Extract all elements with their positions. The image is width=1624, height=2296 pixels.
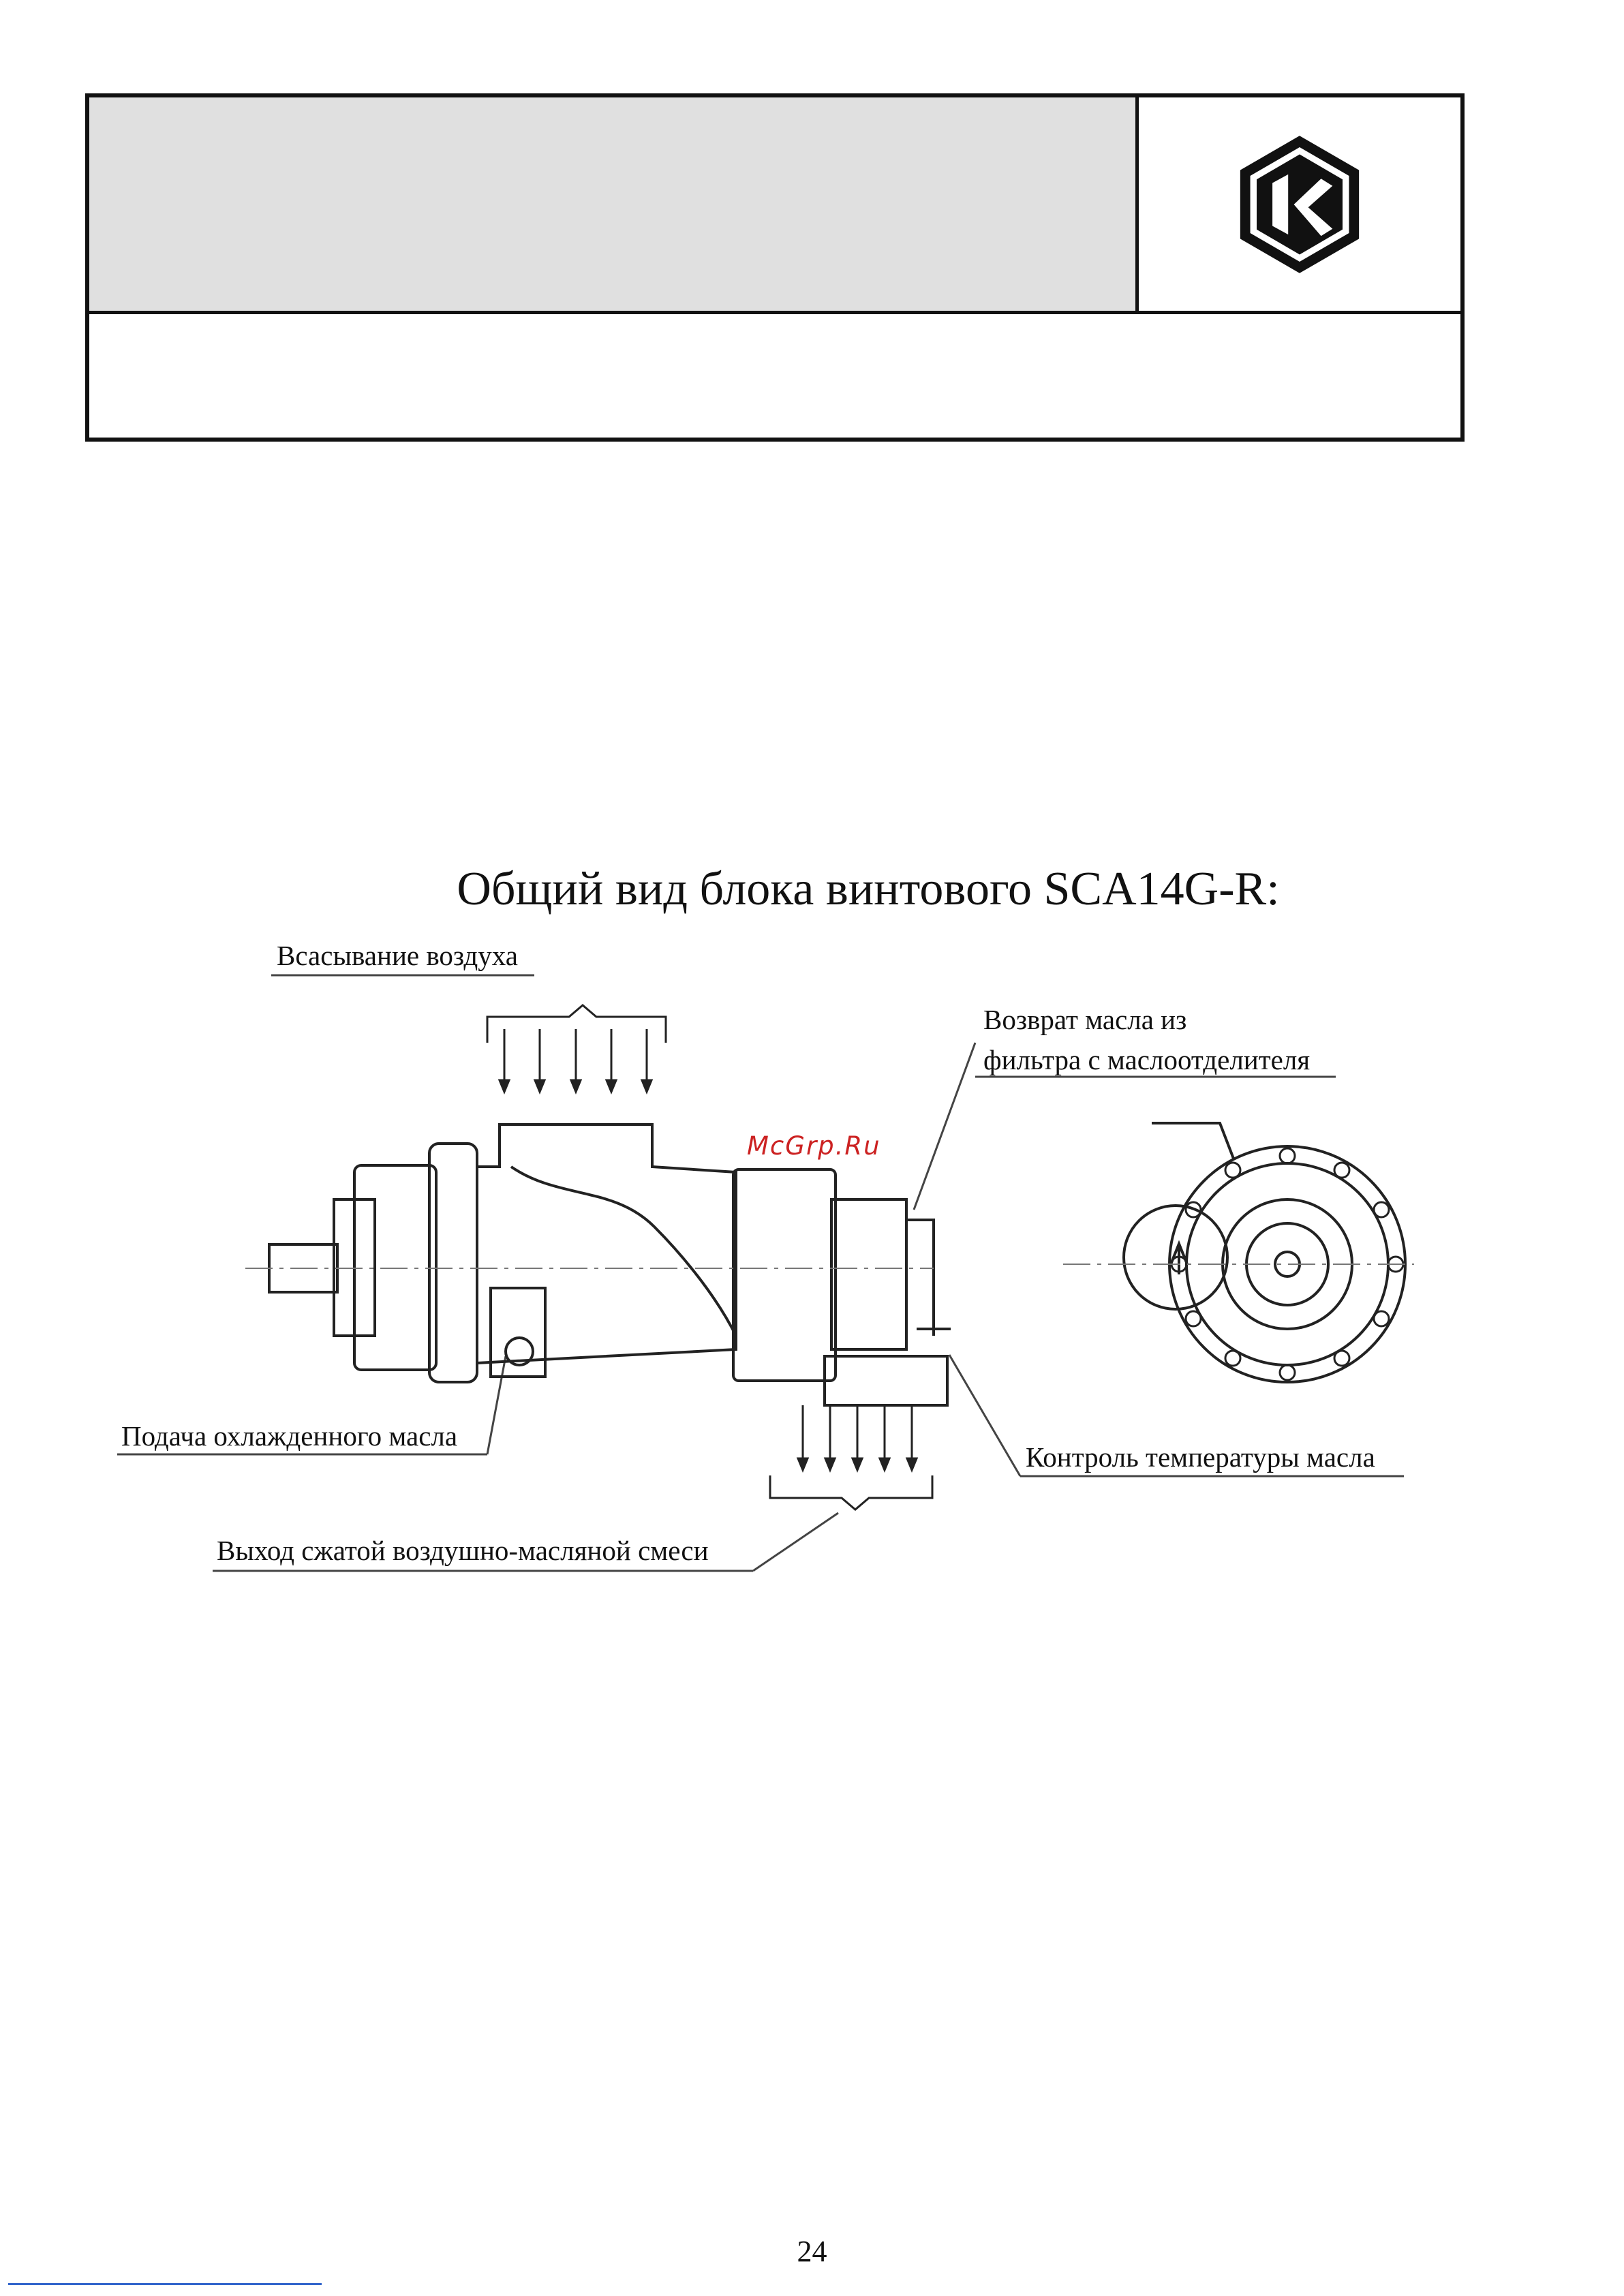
air-intake-arrows (487, 1005, 666, 1092)
side-view (245, 1124, 951, 1405)
front-view (1063, 1123, 1414, 1382)
watermark: McGrp.Ru (747, 1131, 881, 1161)
label-air-intake: Всасывание воздуха (277, 940, 518, 971)
label-compressed-mixture-outlet: Выход сжатой воздушно-масляной смеси (217, 1535, 709, 1566)
footer-link[interactable] (8, 2283, 322, 2285)
label-oil-return-line1: Возврат масла из (983, 1004, 1187, 1035)
page-number: 24 (797, 2235, 827, 2268)
label-oil-return-line2: фильтра с маслоотделителя (983, 1044, 1311, 1075)
outlet-arrows (770, 1405, 932, 1510)
label-cooled-oil-supply: Подача охлажденного масла (121, 1420, 458, 1452)
figure-title: Общий вид блока винтового SCA14G-R: (457, 863, 1280, 915)
label-oil-temperature-control: Контроль температуры масла (1026, 1441, 1375, 1473)
